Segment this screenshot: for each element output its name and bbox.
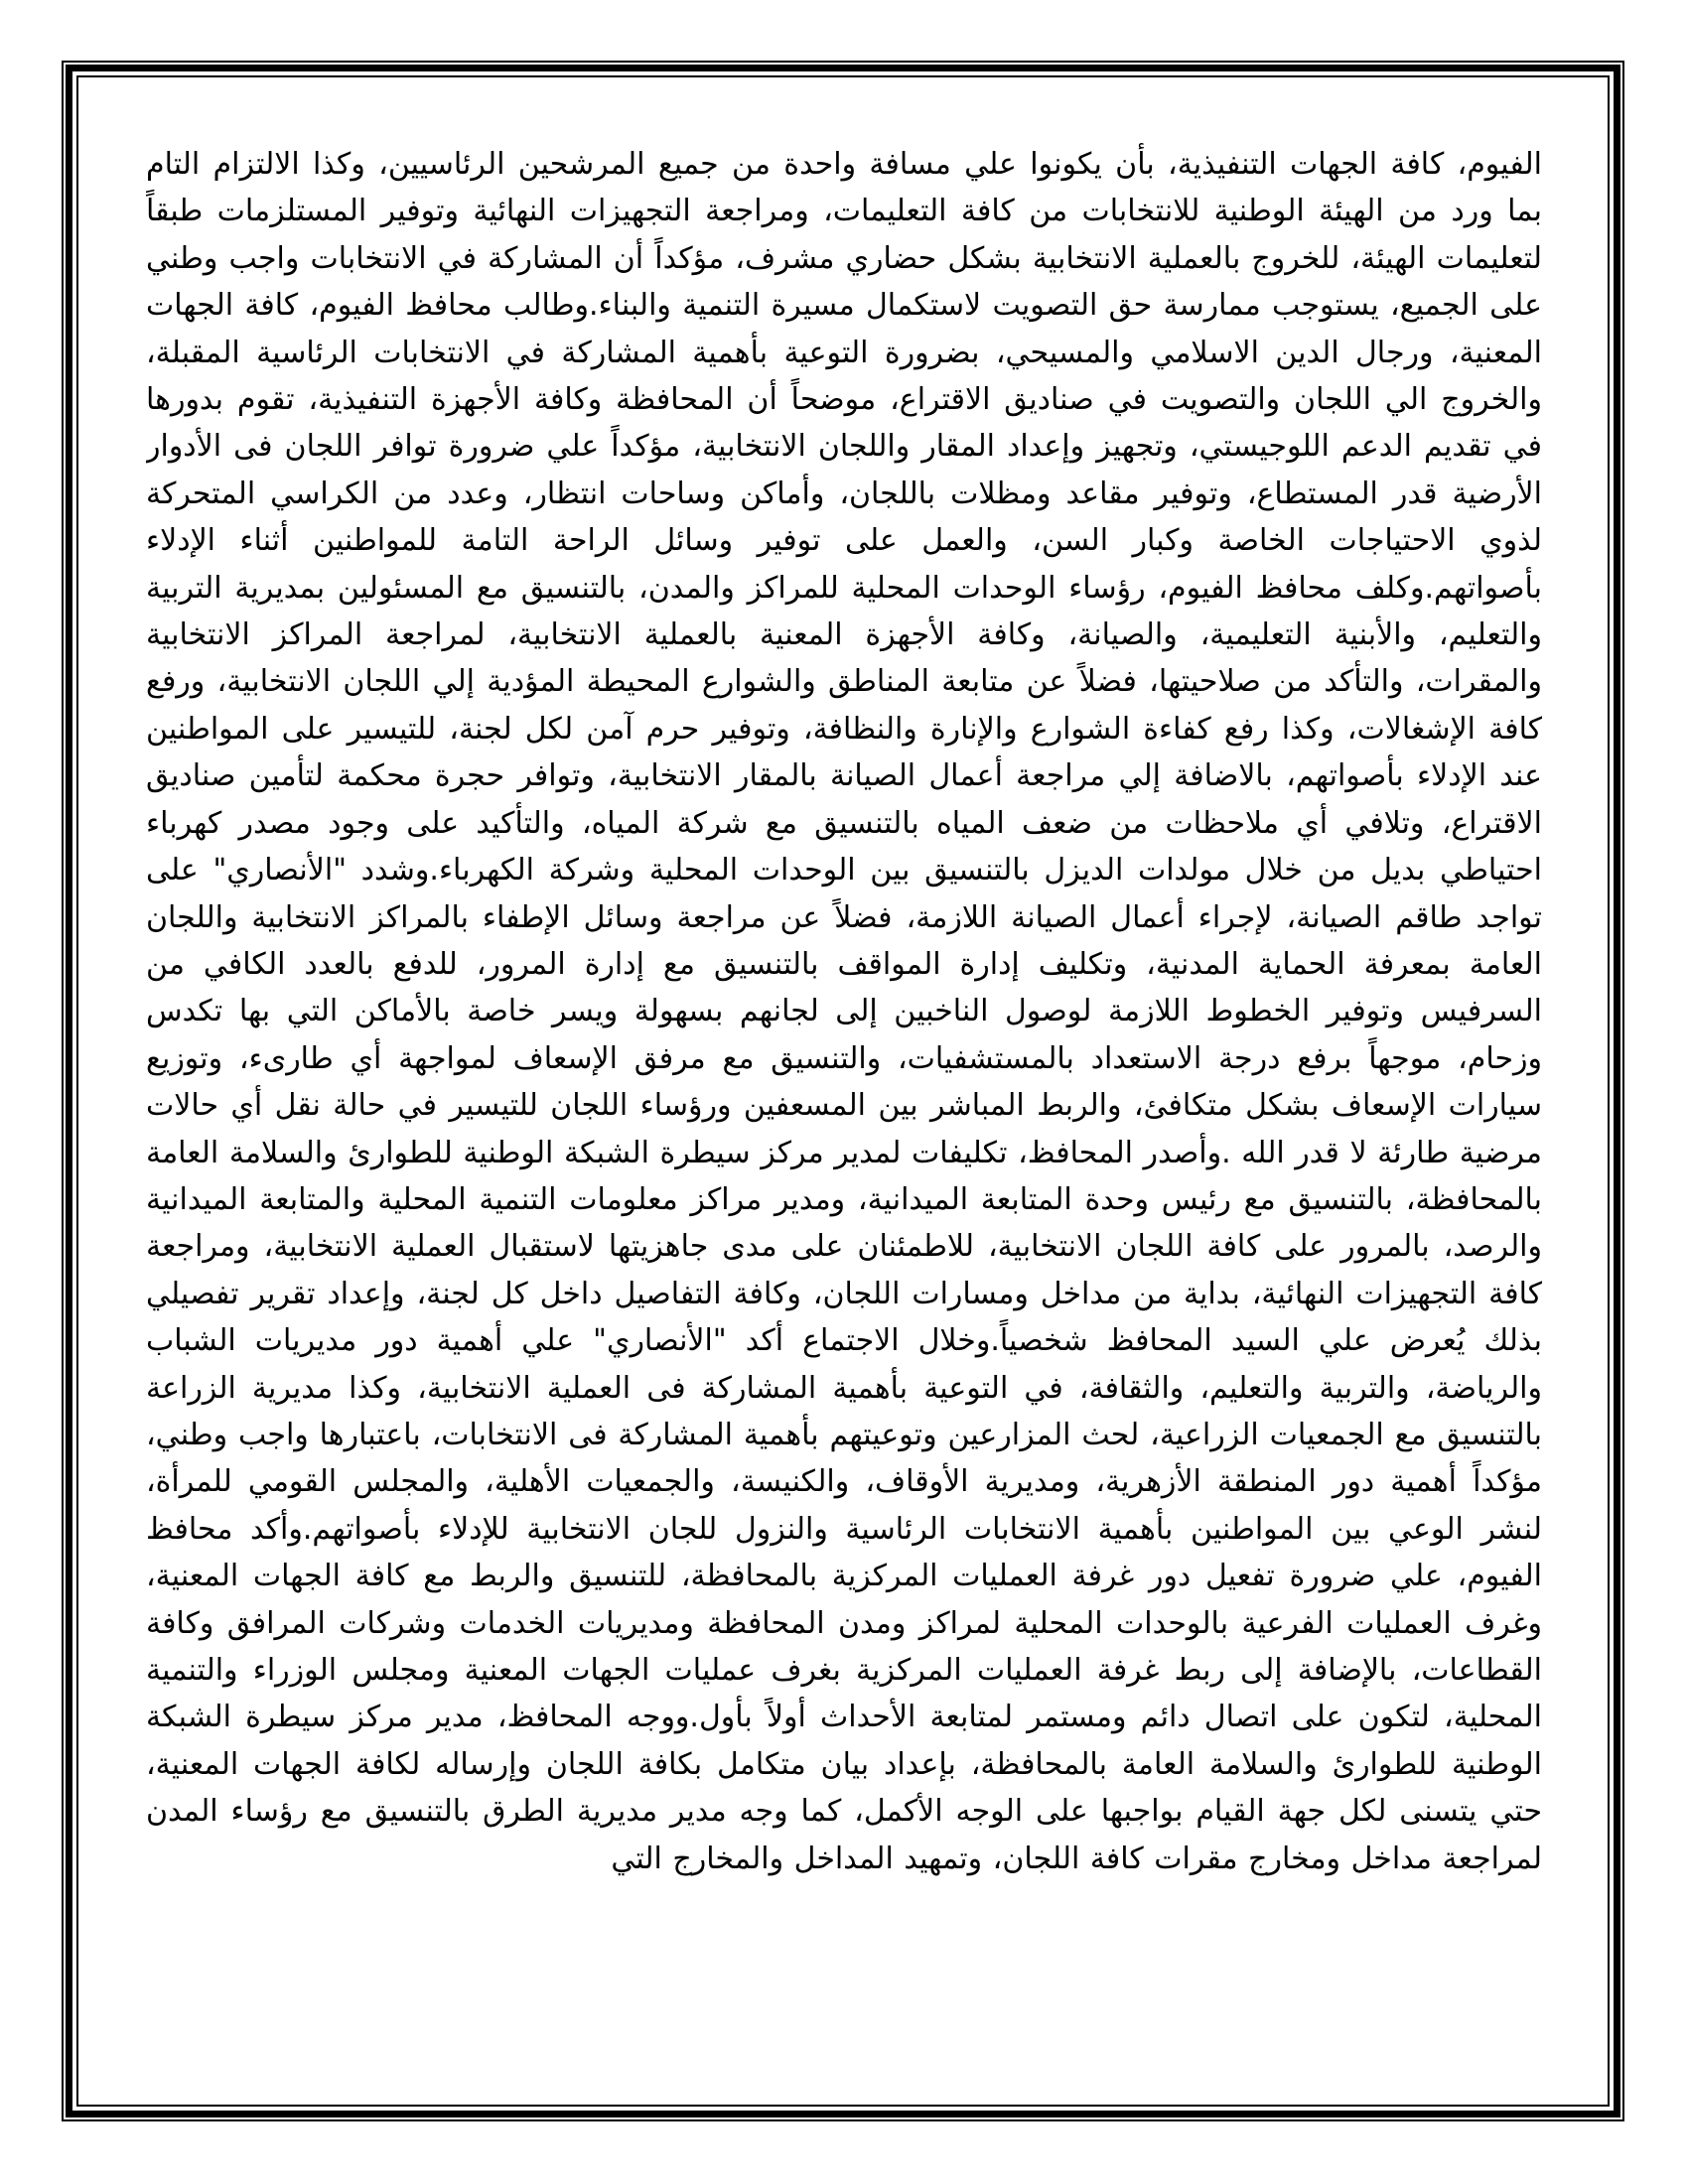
article-paragraph: الفيوم، كافة الجهات التنفيذية، بأن يكونوا علي مسافة واحدة من جميع المرشحين الرئاسيين، وكذا الالتزام التام بما ورد من الهيئة الوطنية للانتخابات من كافة التعليمات، ومراجعة التجهيزات النهائية وتوفير المستلزمات طبقاً لتعليمات الهيئة، للخروج بالعملية الانتخابية بشكل حضاري مشرف، مؤكداً أن المشاركة في الانتخابات واجب وطني على الجميع، يستوجب ممارسة حق التصويت لاستكمال مسيرة التنمية والبناء.وطالب محافظ الفيوم، كافة الجهات المعنية، ورجال الدين الاسلامي والمسيحي، بضرورة التوعية بأهمية المشاركة في الانتخابات الرئاسية المقبلة، والخروج الي اللجان والتصويت في صناديق الاقتراع، موضحاً أن المحافظة وكافة الأجهزة التنفيذية، تقوم بدورها في تقديم الدعم اللوجيستي، وتجهيز وإعداد المقار واللجان الانتخابية، مؤكداً علي ضرورة توافر اللجان فى الأدوار الأرضية قدر المستطاع، وتوفير مقاعد ومظلات باللجان، وأماكن وساحات انتظار، وعدد من الكراسي المتحركة لذوي الاحتياجات الخاصة وكبار السن، والعمل على توفير وسائل الراحة التامة للمواطنين أثناء الإدلاء بأصواتهم.وكلف محافظ الفيوم، رؤساء الوحدات المحلية للمراكز والمدن، بالتنسيق مع المسئولين بمديرية التربية والتعليم، والأبنية التعليمية، والصيانة، وكافة الأجهزة المعنية بالعملية الانتخابية، لمراجعة المراكز الانتخابية والمقرات، والتأكد من صلاحيتها، فضلاً عن متابعة المناطق والشوارع المحيطة المؤدية إلي اللجان الانتخابية، ورفع كافة الإشغالات، وكذا رفع كفاءة الشوارع والإنارة والنظافة، وتوفير حرم آمن لكل لجنة، للتيسير على المواطنين عند الإدلاء بأصواتهم، بالاضافة إلي مراجعة أعمال الصيانة بالمقار الانتخابية، وتوافر حجرة محكمة لتأمين صناديق الاقتراع، وتلافي أي ملاحظات من ضعف المياه بالتنسيق مع شركة المياه، والتأكيد على وجود مصدر كهرباء احتياطي بديل من خلال مولدات الديزل بالتنسيق بين الوحدات المحلية وشركة الكهرباء.وشدد "الأنصاري" على تواجد طاقم الصيانة، لإجراء أعمال الصيانة اللازمة، فضلاً عن مراجعة وسائل الإطفاء بالمراكز الانتخابية واللجان العامة بمعرفة الحماية المدنية، وتكليف إدارة المواقف بالتنسيق مع إدارة المرور، للدفع بالعدد الكافي من السرفيس وتوفير الخطوط اللازمة لوصول الناخبين إلى لجانهم بسهولة ويسر خاصة بالأماكن التي بها تكدس وزحام، موجهاً برفع درجة الاستعداد بالمستشفيات، والتنسيق مع مرفق الإسعاف لمواجهة أي طارىء، وتوزيع سيارات الإسعاف بشكل متكافئ، والربط المباشر بين المسعفين ورؤساء اللجان للتيسير في حالة نقل أي حالات مرضية طارئة لا قدر الله .وأصدر المحافظ، تكليفات لمدير مركز سيطرة الشبكة الوطنية للطوارئ والسلامة العامة بالمحافظة، بالتنسيق مع رئيس وحدة المتابعة الميدانية، ومدير مراكز معلومات التنمية المحلية والمتابعة الميدانية والرصد، بالمرور على كافة اللجان الانتخابية، للاطمئنان على مدى جاهزيتها لاستقبال العملية الانتخابية، ومراجعة كافة التجهيزات النهائية، بداية من مداخل ومسارات اللجان، وكافة التفاصيل داخل كل لجنة، وإعداد تقرير تفصيلي بذلك يُعرض علي السيد المحافظ شخصياً.وخلال الاجتماع أكد "الأنصاري" علي أهمية دور مديريات الشباب والرياضة، والتربية والتعليم، والثقافة، في التوعية بأهمية المشاركة فى العملية الانتخابية، وكذا مديرية الزراعة بالتنسيق مع الجمعيات الزراعية، لحث المزارعين وتوعيتهم بأهمية المشاركة فى الانتخابات، باعتبارها واجب وطني، مؤكداً أهمية دور المنطقة الأزهرية، ومديرية الأوقاف، والكنيسة، والجمعيات الأهلية، والمجلس القومي للمرأة، لنشر الوعي بين المواطنين بأهمية الانتخابات الرئاسية والنزول للجان الانتخابية للإدلاء بأصواتهم.وأكد محافظ الفيوم، علي ضرورة تفعيل دور غرفة العمليات المركزية بالمحافظة، للتنسيق والربط مع كافة الجهات المعنية، وغرف العمليات الفرعية بالوحدات المحلية لمراكز ومدن المحافظة ومديريات الخدمات وشركات المرافق وكافة القطاعات، بالإضافة إلى ربط غرفة العمليات المركزية بغرف عمليات الجهات المعنية ومجلس الوزراء والتنمية المحلية، لتكون على اتصال دائم ومستمر لمتابعة الأحداث أولاً بأول.ووجه المحافظ، مدير مركز سيطرة الشبكة الوطنية للطوارئ والسلامة العامة بالمحافظة، بإعداد بيان متكامل بكافة اللجان وإرساله لكافة الجهات المعنية، حتي يتسنى لكل جهة القيام بواجبها على الوجه الأكمل، كما وجه مدير مديرية الطرق بالتنسيق مع رؤساء المدن لمراجعة مداخل ومخارج مقرات كافة اللجان، وتمهيد المداخل والمخارج التي — [146, 147, 1542, 1876]
document-body — [146, 141, 1542, 2075]
